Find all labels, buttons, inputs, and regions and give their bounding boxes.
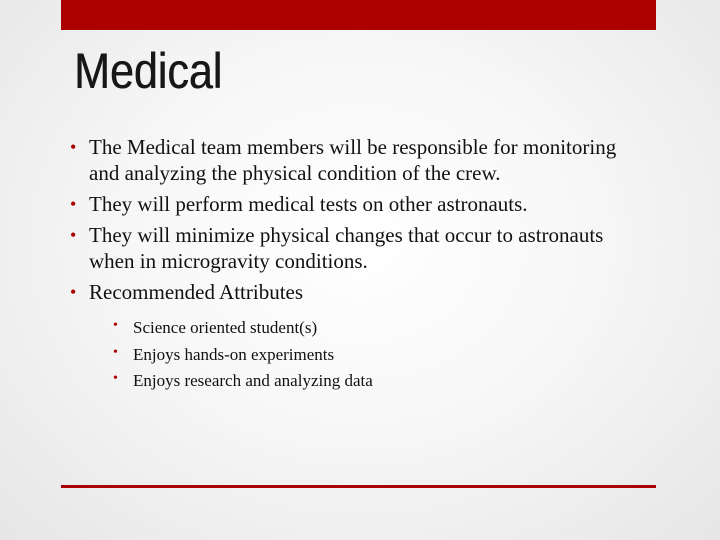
- bullet-list: [70, 134, 640, 395]
- sub-bullet-item: [113, 368, 640, 395]
- bullet-text: They will perform medical tests on other astronauts.: [89, 192, 528, 216]
- slide-content: [70, 134, 640, 400]
- sub-bullet-item: [113, 315, 640, 342]
- bullet-text: Recommended Attributes: [89, 280, 304, 304]
- sub-bullet-list: [113, 315, 640, 395]
- slide-title: Medical: [74, 43, 223, 99]
- bullet-item: [70, 191, 640, 217]
- bullet-icon: •: [70, 225, 77, 245]
- bullet-icon: •: [70, 137, 77, 157]
- sub-bullet-icon: •: [113, 371, 118, 386]
- bullet-item: [70, 279, 640, 395]
- bottom-divider: [61, 485, 656, 488]
- sub-bullet-icon: •: [113, 344, 118, 360]
- bullet-icon: •: [70, 194, 77, 214]
- bullet-item: [70, 222, 640, 274]
- sub-bullet-text: Enjoys research and analyzing data: [133, 371, 373, 390]
- sub-bullet-text: Enjoys hands-on experiments: [133, 344, 335, 364]
- bullet-text: They will minimize physical changes that occur to astronauts when in microgravity conditions.: [89, 223, 604, 273]
- top-accent-bar: [61, 0, 656, 30]
- sub-bullet-text: Science oriented student(s): [133, 318, 318, 337]
- sub-bullet-item: [113, 342, 640, 369]
- bullet-text: The Medical team members will be responsible for monitoring and analyzing the physical condition of the crew.: [89, 135, 617, 185]
- bullet-item: [70, 134, 640, 186]
- bullet-icon: •: [70, 282, 77, 302]
- sub-bullet-icon: •: [113, 318, 118, 333]
